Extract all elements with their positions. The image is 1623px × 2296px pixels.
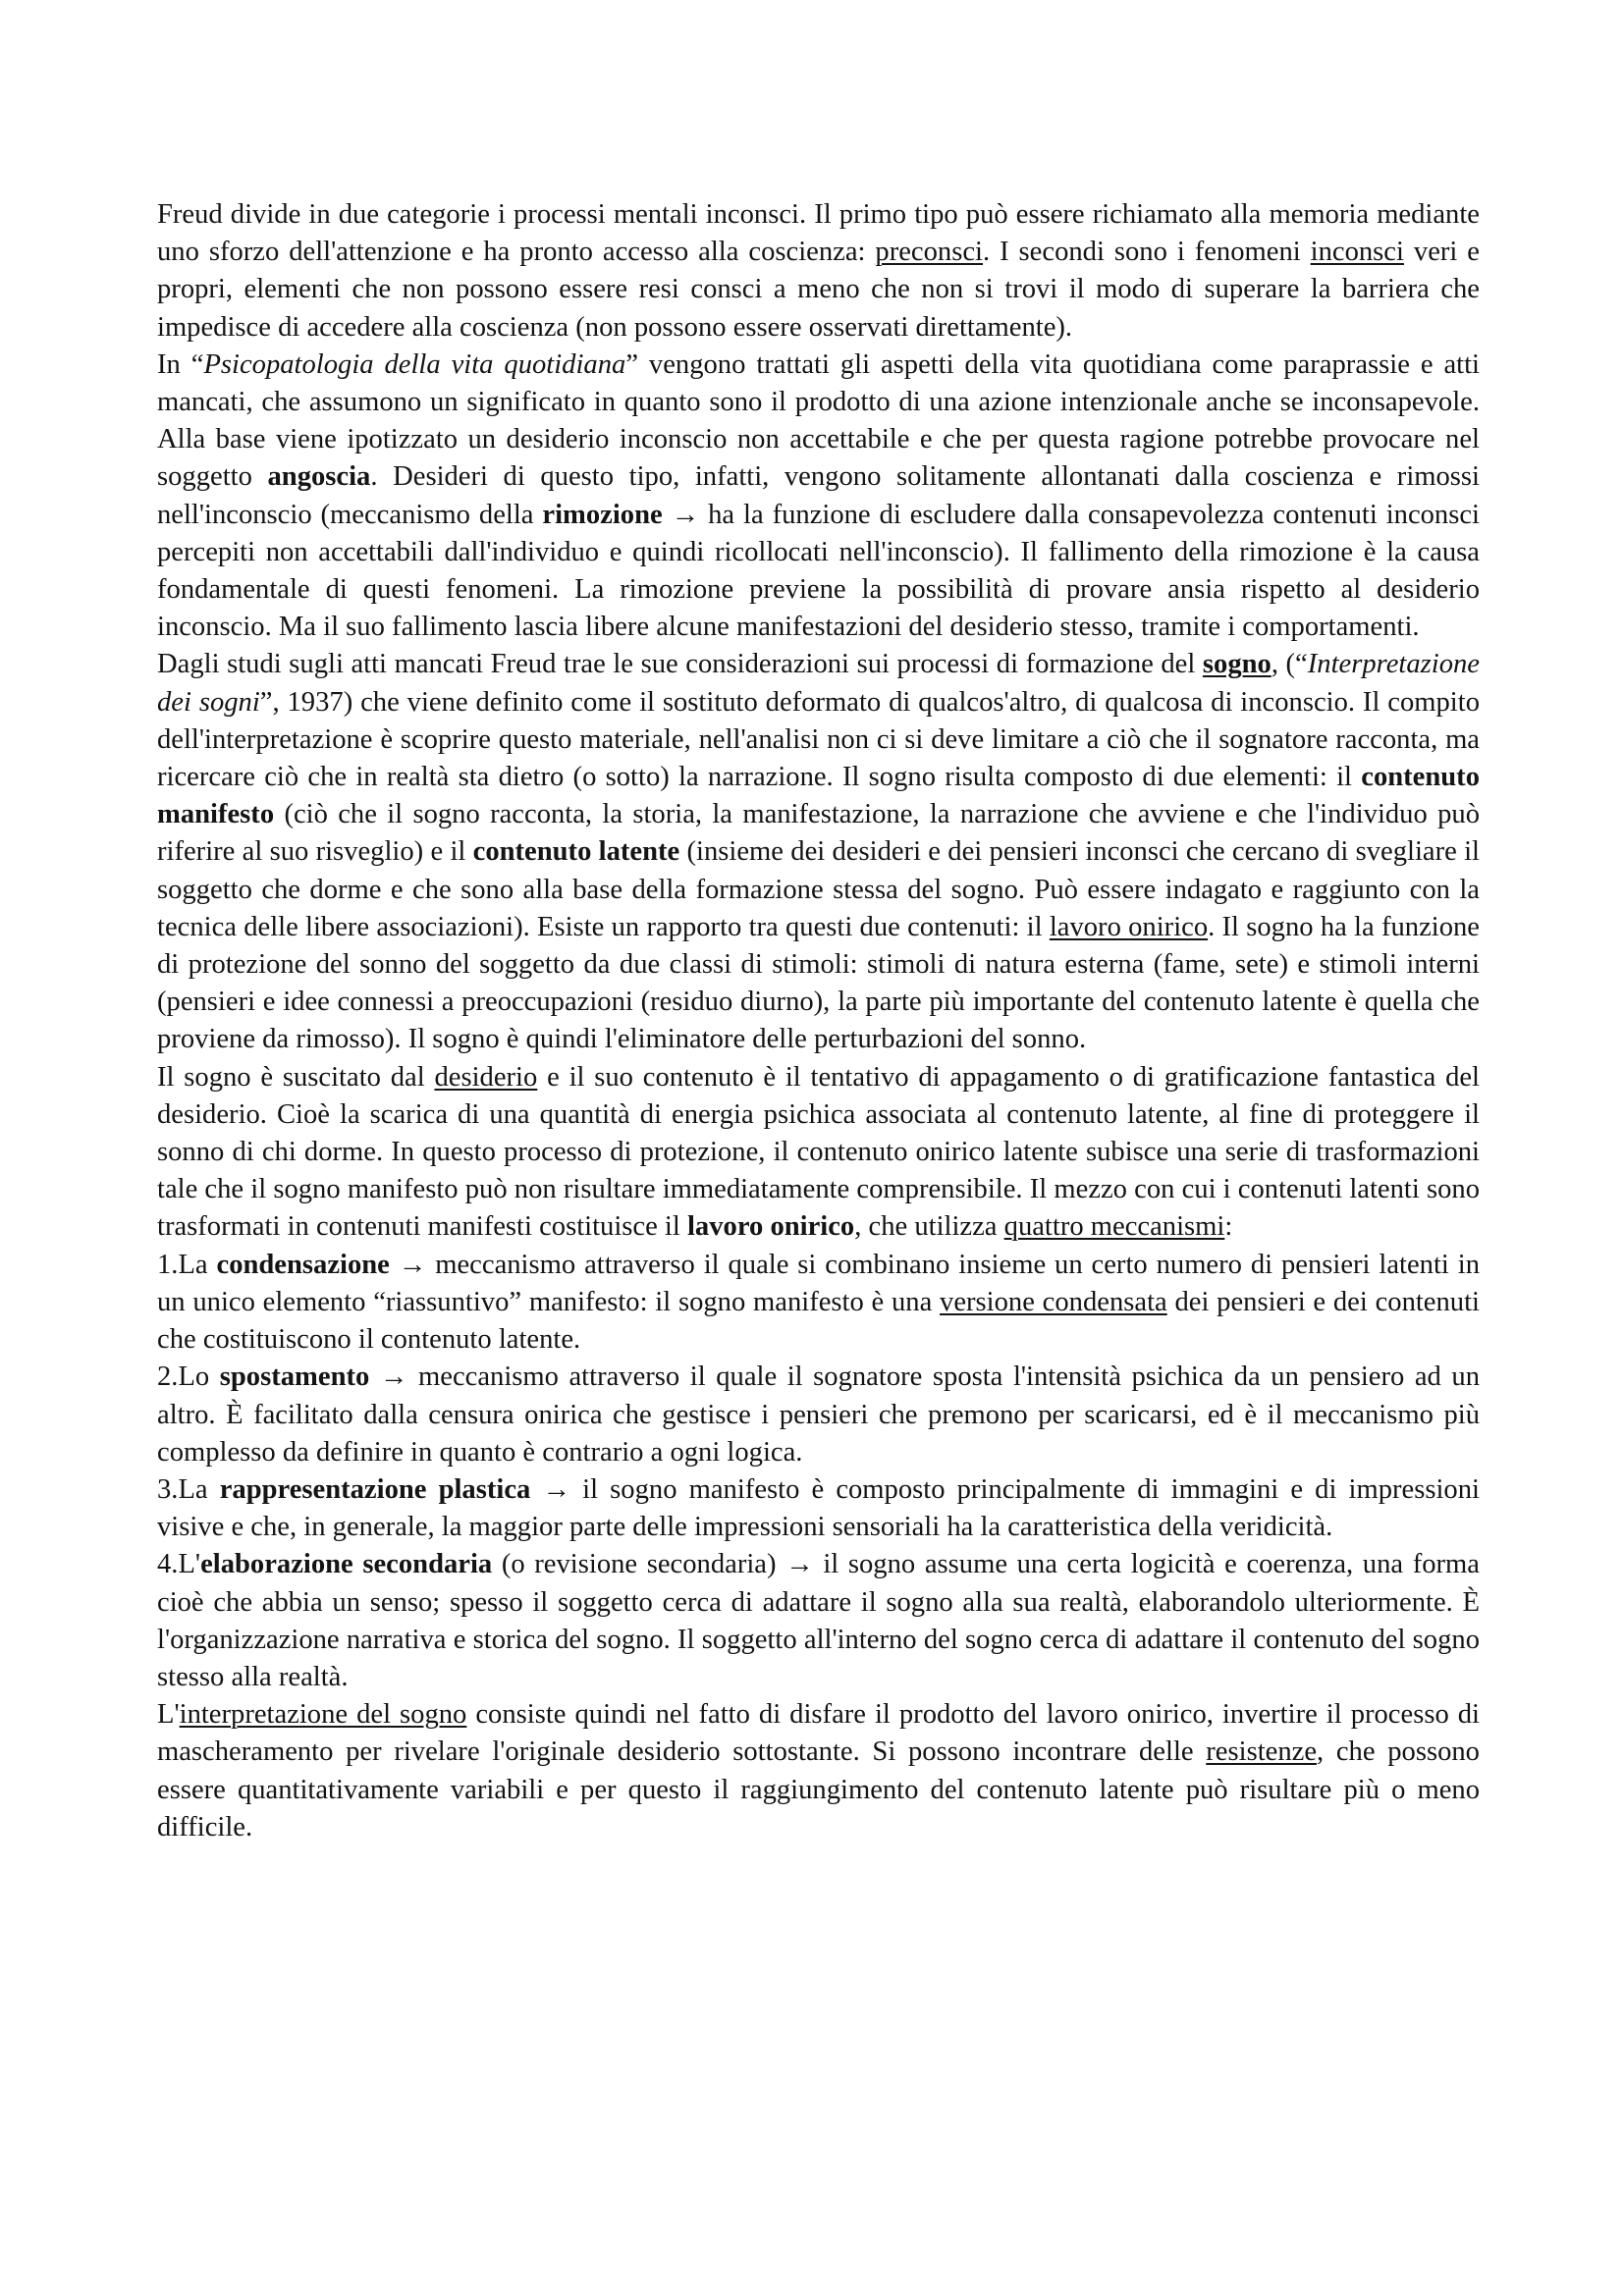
term-lavoro-onirico-bold: lavoro onirico	[686, 1211, 855, 1243]
term-interpretazione-del-sogno: interpretazione del sogno	[179, 1699, 467, 1731]
text-run: ”, 1937) che viene definito come il sostituto deformato di qualcos'altro, di qualcosa di inconscio. Il compito dell'interpretazione è scoprire questo materiale, nell'analisi non ci si deve limitare a ciò che il sognatore racconta, ma ricercare ciò che in realtà sta dietro (o sotto) la narrazione. Il sogno risulta composto di due elementi: il	[157, 686, 1480, 793]
text-run: :	[1224, 1211, 1233, 1243]
text-run: e il suo contenuto è il tentativo di appagamento o di gratificazione fantastica del desiderio. Cioè la scarica di una quantità di energia psichica associata al contenuto latente, al fine di proteggere il sonno di chi dorme. In questo processo di protezione, il contenuto onirico latente subisce una serie di trasformazioni tale che il sogno manifesto può non risultare immediatamente comprensibile. Il mezzo con cui i contenuti latenti sono trasformati in contenuti manifesti costituisce il	[157, 1061, 1480, 1243]
text-run: dei pensieri e dei contenuti che costituiscono il contenuto latente.	[157, 1286, 1480, 1356]
term-versione-condensata: versione condensata	[940, 1286, 1167, 1317]
term-lavoro-onirico: lavoro onirico	[1049, 911, 1209, 942]
term-preconsci: preconsci	[875, 237, 983, 268]
term-resistenze: resistenze	[1206, 1736, 1318, 1768]
text-run: → il sogno manifesto è composto principalmente di immagini e di impressioni visive e che, in generale, la maggior parte delle impressioni sensoriali ha la caratteristica della veridicità.	[157, 1473, 1480, 1543]
term-angoscia: angoscia	[267, 461, 371, 493]
text-run: (o revisione secondaria) → il sogno assume una certa logicità e coerenza, una forma cioè che abbia un senso; spesso il soggetto cerca di adattare il sogno alla sua realtà, elaborandolo ulteriormente. È l'organizzazione narrativa e storica del sogno. Il soggetto all'interno del sogno cerca di adattare il contenuto del sogno stesso alla realtà.	[157, 1549, 1480, 1692]
term-rimozione: rimozione	[542, 499, 663, 530]
term-condensazione: condensazione	[216, 1249, 390, 1280]
text-run: In “	[157, 348, 204, 380]
paragraph-interpretazione	[157, 1696, 1480, 1846]
text-run: → meccanismo attraverso il quale si combinano insieme un certo numero di pensieri latenti in un unico elemento “riassuntivo” manifesto: il sogno manifesto è una	[157, 1249, 1480, 1317]
term-quattro-meccanismi: quattro meccanismi	[1003, 1211, 1225, 1243]
document-body	[157, 196, 1480, 1846]
text-run: , (“	[1271, 649, 1308, 680]
text-run: 4.L'	[157, 1549, 201, 1580]
term-elaborazione-secondaria: elaborazione secondaria	[200, 1549, 493, 1580]
book-title-psicopatologia: Psicopatologia della vita quotidiana	[203, 348, 626, 380]
text-run: . I secondi sono i fenomeni	[982, 237, 1311, 268]
paragraph-inconscio	[157, 196, 1480, 347]
list-item-elaborazione	[157, 1546, 1480, 1696]
text-run: Dagli studi sugli atti mancati Freud trae le sue considerazioni sui processi di formazione del	[157, 649, 1203, 680]
text-run: → meccanismo attraverso il quale il sognatore sposta l'intensità psichica da un pensiero ad un altro. È facilitato dalla censura onirica che gestisce i pensieri che premono per scaricarsi, ed è il meccanismo più complesso da definire in quanto è contrario a ogni logica.	[157, 1362, 1481, 1468]
term-contenuto-latente: contenuto latente	[472, 836, 680, 868]
term-inconsci: inconsci	[1310, 237, 1404, 268]
text-run: 2.Lo	[157, 1362, 220, 1393]
list-item-rappresentazione	[157, 1471, 1480, 1546]
text-run: 3.La	[157, 1473, 220, 1505]
book-title-interpretazione: Interpretazione dei sogni	[157, 649, 1480, 718]
text-run: consiste quindi nel fatto di disfare il prodotto del lavoro onirico, invertire il processo di mascheramento per rivelare l'originale desiderio sottostante. Si possono incontrare delle	[157, 1699, 1480, 1768]
text-run: L'	[157, 1699, 180, 1731]
text-run: Il sogno è suscitato dal	[157, 1061, 435, 1093]
text-run: 1.La	[157, 1249, 217, 1280]
paragraph-desiderio	[157, 1059, 1480, 1247]
text-run: , che utilizza	[854, 1211, 1004, 1243]
paragraph-psicopatologia	[157, 347, 1480, 647]
paragraph-sogno	[157, 646, 1480, 1058]
text-run: . Desideri di questo tipo, infatti, vengono solitamente allontanati dalla coscienza e rimossi nell'inconscio (meccanismo della	[157, 461, 1480, 530]
list-item-condensazione	[157, 1247, 1480, 1360]
term-desiderio: desiderio	[434, 1061, 538, 1093]
text-run: Freud divide in due categorie i processi mentali inconsci. Il primo tipo può essere richiamato alla memoria mediante uno sforzo dell'attenzione e ha pronto accesso alla coscienza:	[157, 199, 1480, 268]
term-contenuto-manifesto: contenuto manifesto	[157, 762, 1480, 830]
list-item-spostamento	[157, 1359, 1480, 1471]
term-rappresentazione-plastica: rappresentazione plastica	[219, 1473, 531, 1505]
term-sogno: sogno	[1202, 649, 1271, 680]
text-run: (ciò che il sogno racconta, la storia, la manifestazione, la narrazione che avviene e che l'individuo può riferire al suo risveglio) e il	[157, 799, 1480, 868]
text-run: (insieme dei desideri e dei pensieri inconsci che cercano di svegliare il soggetto che dorme e che sono alla base della formazione stessa del sogno. Può essere indagato e raggiunto con la tecnica delle libere associazioni). Esiste un rapporto tra questi due contenuti: il	[157, 836, 1480, 942]
text-run: → ha la funzione di escludere dalla consapevolezza contenuti inconsci percepiti non accettabili dall'individuo e quindi ricollocati nell'inconscio). Il fallimento della rimozione è la causa fondamentale di questi fenomeni. La rimozione previene la possibilità di provare ansia rispetto al desiderio inconscio. Ma il suo fallimento lascia libere alcune manifestazioni del desiderio stesso, tramite i comportamenti.	[157, 499, 1480, 643]
text-run: ” vengono trattati gli aspetti della vita quotidiana come paraprassie e atti mancati, che assumono un significato in quanto sono il prodotto di una azione intenzionale anche se inconsapevole. Alla base viene ipotizzato un desiderio inconscio non accettabile e che per questa ragione potrebbe provocare nel soggetto	[157, 348, 1480, 493]
text-run: , che possono essere quantitativamente variabili e per questo il raggiungimento del contenuto latente può risultare più o meno difficile.	[157, 1736, 1480, 1842]
term-spostamento: spostamento	[219, 1362, 370, 1393]
text-run: veri e propri, elementi che non possono essere resi consci a meno che non si trovi il modo di superare la barriera che impedisce di accedere alla coscienza (non possono essere osservati direttamente).	[157, 237, 1481, 343]
text-run: . Il sogno ha la funzione di protezione del sonno del soggetto da due classi di stimoli: stimoli di natura esterna (fame, sete) e stimoli interni (pensieri e idee connessi a preoccupazioni (residuo diurno), la parte più importante del contenuto latente è quella che proviene da rimosso). Il sogno è quindi l'eliminatore delle perturbazioni del sonno.	[157, 911, 1480, 1055]
